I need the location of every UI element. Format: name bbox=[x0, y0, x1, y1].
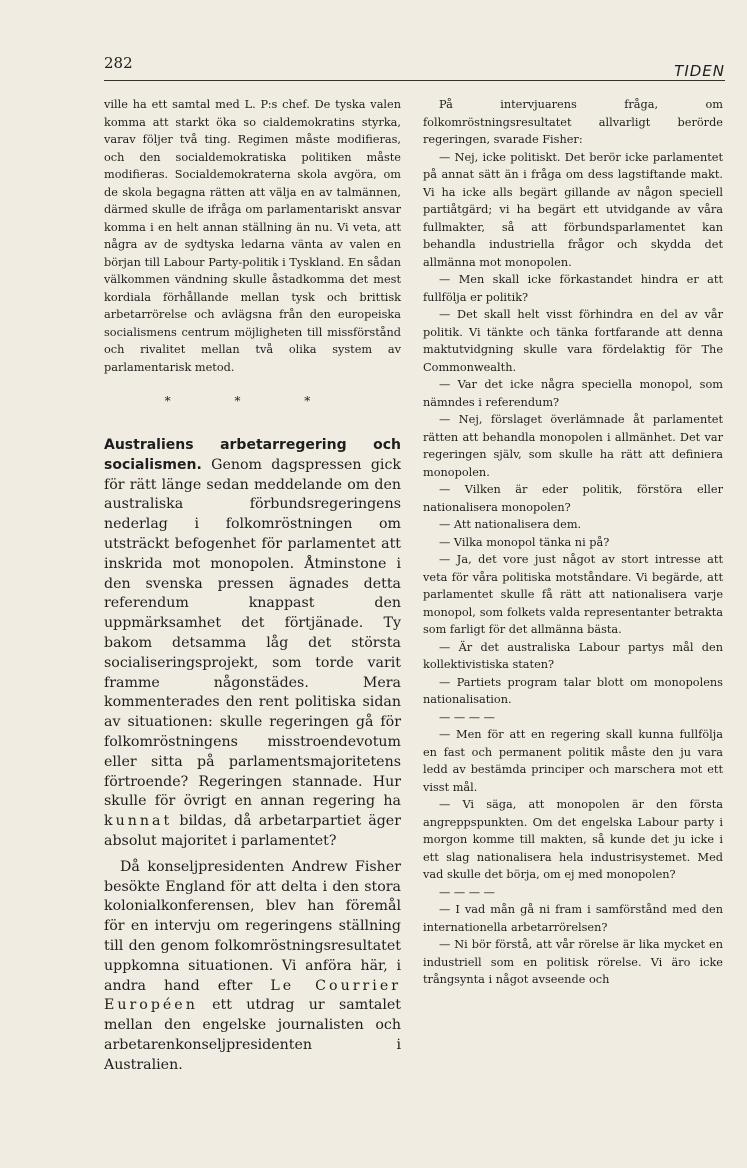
interview-paragraph: — Vilken är eder politik, förstöra eller nationalisera monopolen? bbox=[423, 483, 723, 514]
journal-title: TIDEN bbox=[674, 62, 725, 80]
article-text-2b: ett utdrag ur samtalet mellan den engelske journalisten och arbetarenkonseljpresidenten i Australien. bbox=[104, 997, 402, 1073]
dash-separator: — — — — bbox=[439, 885, 495, 899]
interview-paragraph: — Är det australiska Labour partys mål den kollektivistiska staten? bbox=[423, 640, 723, 671]
interview-paragraph: — Ja, det vore just något av stort intresse att veta för våra politiska motståndare. Vi begärde, att parlamentet skulle få rätt att nationalisera varje monopol, som folkets valda representanter betrakta som farligt för det allmänna bästa. bbox=[423, 553, 723, 636]
dash-separator: — — — — bbox=[439, 710, 495, 724]
interview-paragraph: — Partiets program talar blott om monopolens nationalisation. bbox=[423, 675, 723, 706]
article-body-2 bbox=[104, 858, 401, 1076]
interview-paragraph: På intervjuarens fråga, om folkomröstningsresultatet allvarligt berörde regeringen, svarade Fisher: bbox=[423, 98, 723, 146]
interview-paragraph: — Men för att en regering skall kunna fullfölja en fast och permanent politik måste den ju vara ledd av bestämda principer och marschera mot ett visst mål. bbox=[423, 728, 723, 794]
section-separator: * * * bbox=[164, 394, 341, 408]
left-paragraph-1: ville ha ett samtal med L. P:s chef. De tyska valen komma att starkt öka so cialdemokratins styrka, varav följer två ting. Regimen måste modifieras, och den socialdemokratiska politiken måste modifieras. Socialdemokraterna skola avgöra, om de skola begagna rätten att välja en av talmännen, därmed skulle de ifråga om parlamentariskt ansvar komma i en helt annan ställning än nu. Vi veta, att några av de sydtyska ledarna vänta av valen en början till Labour Party-politik i Tyskland. En sådan välkommen vändning skulle åstadkomma det mest kordiala förhållande mellan tysk och brittisk arbetarrörelse och avlägsna från den europeiska socialismens centrum möjligheten till missförstånd och rivalitet mellan två olika system av parlamentarisk metod. bbox=[104, 98, 401, 374]
article-heading: Australiens arbetarregering och socialismen. bbox=[104, 437, 401, 473]
article-text-2a: Då konseljpresidenten Andrew Fisher besökte England för att delta i den stora kolonialkonferensen, blev han föremål för en intervju om regeringens ställning till den genom folkomröstningsresultatet uppkomna situationen. Vi anföra här, i andra hand efter bbox=[104, 858, 401, 994]
interview-paragraph: — Vilka monopol tänka ni på? bbox=[439, 535, 610, 549]
header-rule bbox=[104, 80, 725, 81]
page-number: 282 bbox=[104, 54, 133, 72]
interview-paragraph: — I vad mån gå ni fram i samförstånd med den internationella arbetarrörelsen? bbox=[423, 903, 723, 934]
interview-paragraph: — Nej, förslaget överlämnade åt parlamentet rätten att behandla monopolen i allmänhet. Det var regeringen själv, som skulle ha rätt att definiera monopolen. bbox=[423, 413, 723, 479]
article-text-1-end: bildas, då arbetarpartiet äger absolut majoritet i parlamentet? bbox=[104, 813, 401, 849]
interview-paragraph: — Nej, icke politiskt. Det berör icke parlamentet på annat sätt än i fråga om dess lagstiftande makt. Vi ha icke alls begärt gillande av någon speciell partiåtgärd; vi ha begärt ett utvidgande av våra fullmakter, så att förbundsparlamentet kan behandla industriella frågor och skydda det allmänna mot monopolen. bbox=[423, 150, 723, 269]
article-text-1: Genom dagspressen gick för rätt länge sedan meddelande om den australiska förbundsregeringens nederlag i folkomröstningen om utsträckt befogenhet för parlamentet att inskrida mot monopolen. Åtminstone i den svenska pressen ägnades detta referendum knappast den uppmärksamhet det förtjänade. Ty bakom detsamma låg det största socialiseringsprojekt, som torde varit framme någonstädes. Mera kommenterades den rent politiska sidan av situationen: skulle regeringen gå för folkomröstningens misstroendevotum eller sitta på parlamentsmajoritetens förtroende? Regeringen stannade. Hur skulle för övrigt en annan regering ha bbox=[104, 456, 401, 810]
interview-paragraph: — Men skall icke förkastandet hindra er att fullfölja er politik? bbox=[423, 273, 723, 304]
article-body-1 bbox=[104, 436, 401, 852]
interview-paragraph: — Ni bör förstå, att vår rörelse är lika mycket en industriell som en politisk rörelse. Vi äro icke trångsynta i något avseende och bbox=[423, 938, 723, 986]
interview-paragraph: — Vi säga, att monopolen är den första angreppspunkten. Om det engelska Labour party i morgon komme till makten, så kunde det ju icke i ett slag nationalisera hela industrisystemet. Med vad skulle det börja, om ej med monopolen? bbox=[423, 798, 723, 881]
interview-paragraph: — Det skall helt visst förhindra en del av vår politik. Vi tänkte och tänka fortfarande att denna maktutvidgning skulle vara fördelaktig för The Commonwealth. bbox=[423, 308, 723, 374]
right-column bbox=[423, 96, 723, 989]
emphasis-kunnat: kunnat bbox=[104, 813, 173, 830]
source-name: Le Courrier Européen bbox=[104, 977, 401, 1014]
interview-paragraph: — Att nationalisera dem. bbox=[439, 518, 582, 531]
interview-paragraph: — Var det icke några speciella monopol, som nämndes i referendum? bbox=[423, 378, 723, 409]
left-column bbox=[104, 96, 401, 1076]
